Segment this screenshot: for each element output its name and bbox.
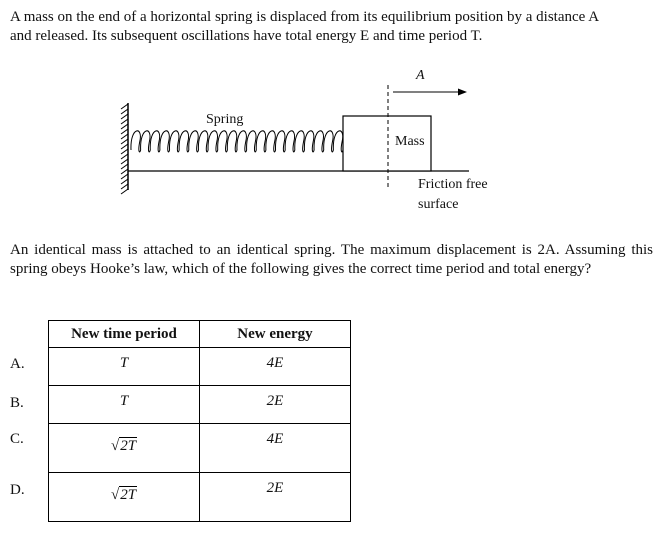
- table-row: [49, 386, 351, 424]
- spring-label: Spring: [206, 112, 244, 127]
- energy-cell: [200, 348, 351, 386]
- arrow-head: [458, 89, 467, 96]
- period-value: T: [119, 393, 129, 409]
- intro-line-1: A mass on the end of a horizontal spring is displaced from its equilibrium position by a distance A: [10, 9, 600, 25]
- period-value: T: [119, 355, 129, 371]
- table-header-row: [49, 321, 351, 348]
- answer-table: [48, 320, 351, 522]
- sqrt-symbol: √: [110, 438, 120, 454]
- energy-value: 4E: [266, 431, 284, 447]
- period-cell: [49, 386, 200, 424]
- header-energy: New energy: [200, 321, 351, 348]
- energy-cell: [200, 386, 351, 424]
- table-row: [49, 473, 351, 522]
- energy-value: 4E: [266, 355, 284, 371]
- spring-coil: [131, 131, 343, 152]
- option-b-label: B.: [10, 395, 24, 411]
- option-d-label: D.: [10, 482, 25, 498]
- surface-label-2: surface: [418, 197, 459, 212]
- period-cell: [49, 424, 200, 473]
- energy-cell: [200, 424, 351, 473]
- option-a-label: A.: [10, 356, 25, 372]
- energy-value: 2E: [266, 393, 284, 409]
- period-value: 2T: [120, 438, 137, 454]
- header-time-period: New time period: [49, 321, 200, 348]
- energy-value: 2E: [266, 480, 284, 496]
- period-cell: [49, 348, 200, 386]
- energy-cell: [200, 473, 351, 522]
- table-row: [49, 348, 351, 386]
- mass-label: Mass: [395, 134, 425, 149]
- displacement-label: A: [416, 68, 425, 83]
- wall-hatching: [121, 104, 128, 194]
- option-c-label: C.: [10, 431, 24, 447]
- question-followup: An identical mass is attached to an identical spring. The maximum displacement is 2A. Assuming this spring obeys Hooke’s law, which of the following gives the correct time period and total energy?: [10, 242, 653, 277]
- spring-mass-diagram: [0, 0, 662, 237]
- sqrt-symbol: √: [110, 487, 120, 503]
- period-value: 2T: [120, 487, 137, 503]
- period-cell: [49, 473, 200, 522]
- table-row: [49, 424, 351, 473]
- intro-line-2: and released. Its subsequent oscillations have total energy E and time period T.: [10, 28, 483, 44]
- surface-label-1: Friction free: [418, 177, 488, 192]
